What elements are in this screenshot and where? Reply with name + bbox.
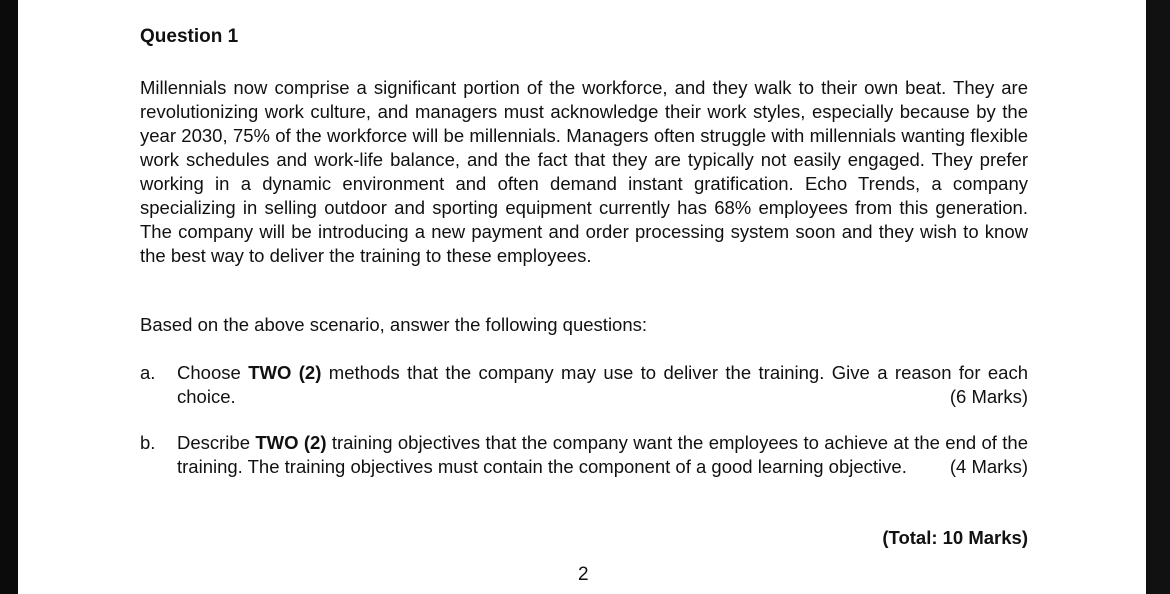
item-emphasis: TWO (2) <box>248 362 322 383</box>
marks-label: (4 Marks) <box>949 456 1028 477</box>
item-emphasis: TWO (2) <box>255 432 327 453</box>
question-heading: Question 1 <box>140 26 239 47</box>
item-body <box>177 361 1028 409</box>
total-marks: (Total: 10 Marks) <box>882 527 1028 548</box>
item-letter: a. <box>140 362 156 383</box>
marks-label: (6 Marks) <box>949 386 1028 407</box>
screen-edge <box>1146 0 1170 594</box>
scenario-paragraph: Millennials now comprise a significant portion of the workforce, and they walk to their own beat. They are revolutionizing work culture, and managers must acknowledge their work styles, especially because by the year 2030, 75% of the workforce will be millennials. Managers often struggle with millennials wanting flexible work schedules and work-life balance, and the fact that they are typically not easily engaged. They prefer working in a dynamic environment and often demand instant gratification. Echo Trends, a company specializing in selling outdoor and sporting equipment currently has 68% employees from this generation. The company will be introducing a new payment and order processing system soon and they wish to know the best way to deliver the training to these employees. <box>140 77 1028 266</box>
item-letter: b. <box>140 432 156 453</box>
item-lead: Describe <box>177 432 256 453</box>
item-lead: Choose <box>177 362 249 383</box>
question-item-b <box>140 431 1028 479</box>
instruction-text: Based on the above scenario, answer the following questions: <box>140 314 648 335</box>
item-text: training objectives that the company want the employees to achieve at the end of the training. The training objectives must contain the component of a good learning objective. <box>177 432 1029 477</box>
question-item-a <box>140 361 1028 409</box>
item-body <box>177 431 1028 479</box>
page-number: 2 <box>578 564 589 585</box>
item-text: methods that the company may use to deliver the training. Give a reason for each choice. <box>177 362 1029 407</box>
document-page <box>18 0 1146 594</box>
